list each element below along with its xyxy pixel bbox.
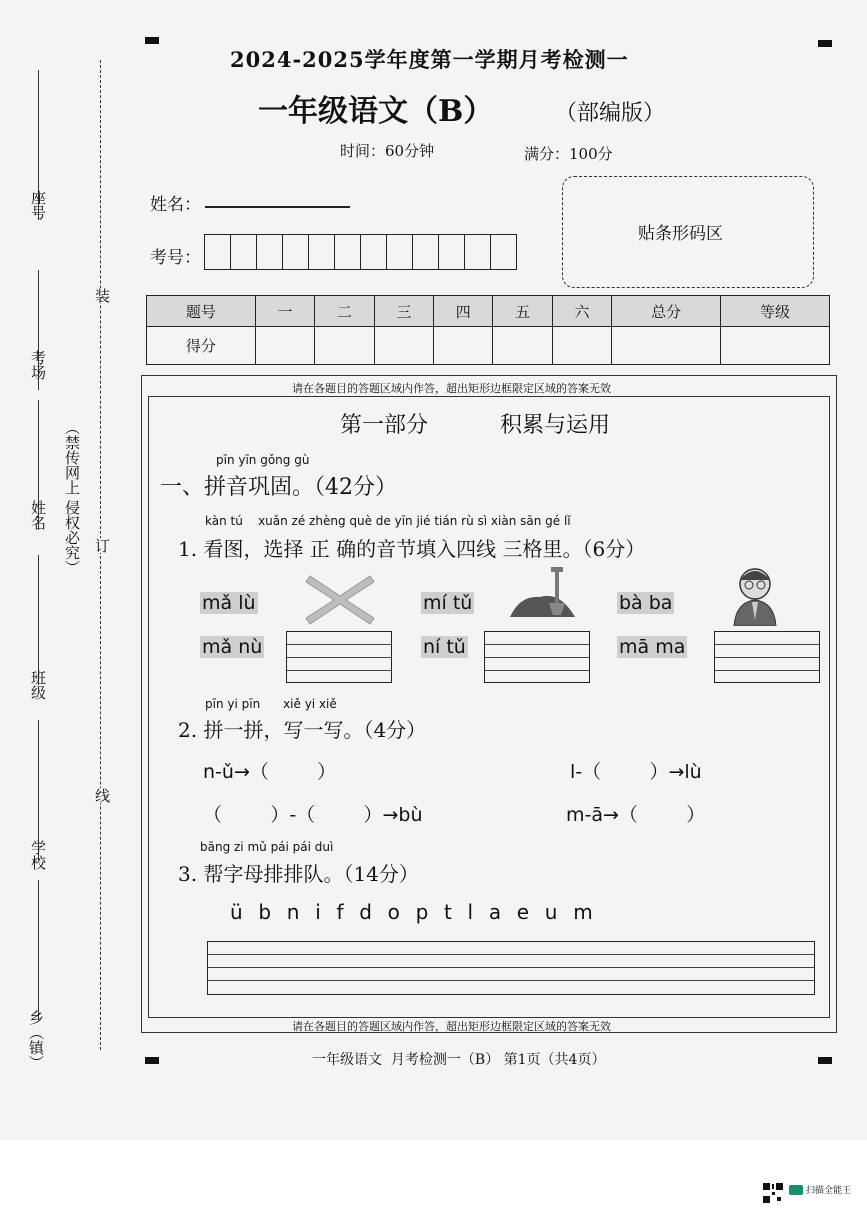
- answer-notice-top: 请在各题目的答题区域内作答，超出矩形边框限定区域的答案无效: [292, 382, 611, 395]
- exam-room-label: 考场: [29, 350, 47, 380]
- score-header-cell: 二: [315, 296, 374, 327]
- q2-expr-3[interactable]: （ ）-（ ）→bù: [203, 804, 423, 826]
- binding-dashed-line: [100, 60, 101, 1050]
- score-cell[interactable]: [493, 327, 552, 365]
- town-label: 乡（镇）: [27, 1010, 45, 1070]
- four-line-grid-long[interactable]: [207, 941, 815, 995]
- exam-year-title: 2024-2025学年度第一学期月考检测一: [230, 47, 629, 72]
- side-name-label: 姓名: [29, 500, 47, 530]
- soil-shovel-image: [505, 565, 580, 625]
- option-ma-nu[interactable]: mǎ nù: [202, 636, 263, 658]
- score-header-cell: 六: [552, 296, 611, 327]
- score-header-cell: 题号: [147, 296, 256, 327]
- option-mi-tu[interactable]: mí tǔ: [423, 592, 473, 614]
- name-label: 姓名：: [150, 195, 201, 215]
- option-ma-ma[interactable]: mā ma: [619, 636, 686, 658]
- score-cell[interactable]: [255, 327, 314, 365]
- no-copy-notice: （禁传网上 侵权必究）: [63, 420, 81, 575]
- alignment-marker: [818, 1057, 832, 1064]
- score-header-cell: 五: [493, 296, 552, 327]
- scanner-name: 扫描全能王: [806, 1186, 852, 1196]
- ding-mark: 订: [93, 538, 111, 553]
- side-line: [38, 555, 39, 685]
- score-header-cell: 四: [434, 296, 493, 327]
- option-ni-tu[interactable]: ní tǔ: [423, 636, 466, 658]
- section1-pinyin: pīn yīn gǒng gù: [216, 453, 310, 467]
- exam-no-label: 考号：: [150, 248, 201, 268]
- barcode-area: [562, 176, 814, 288]
- score-cell[interactable]: [434, 327, 493, 365]
- name-input-line[interactable]: [205, 206, 350, 208]
- q3-pinyin: bāng zi mǔ pái pái duì: [200, 840, 334, 854]
- score-header-cell: 一: [255, 296, 314, 327]
- section1-title: 一、拼音巩固。（42分）: [160, 475, 397, 500]
- four-line-grid[interactable]: [286, 631, 392, 683]
- score-table: [146, 295, 830, 365]
- full-score-label: 满分：100分: [524, 145, 613, 163]
- father-image: [722, 560, 788, 626]
- edition-label: （部编版）: [555, 101, 666, 126]
- q2-expr-1[interactable]: n-ǔ→（ ）: [203, 761, 337, 783]
- side-line: [38, 880, 39, 1020]
- four-line-grid[interactable]: [714, 631, 820, 683]
- class-label: 班级: [29, 670, 47, 700]
- xian-mark: 线: [93, 788, 111, 803]
- score-row-label: 得分: [147, 327, 256, 365]
- q2-text: 2. 拼一拼，写一写。（4分）: [178, 718, 427, 742]
- part-title: 第一部分: [340, 413, 429, 438]
- alignment-marker: [145, 1057, 159, 1064]
- score-cell[interactable]: [374, 327, 433, 365]
- barcode-area-label: 贴条形码区: [638, 224, 723, 244]
- option-ma-lu[interactable]: mǎ lù: [202, 592, 256, 614]
- q2-pinyin: pīn yi pīn xiě yi xiě: [205, 697, 337, 711]
- answer-notice-bottom: 请在各题目的答题区域内作答，超出矩形边框限定区域的答案无效: [292, 1020, 611, 1033]
- score-header-cell: 等级: [721, 296, 830, 327]
- option-ba-ba[interactable]: bà ba: [619, 592, 673, 614]
- q3-letters: ü b n i f d o p t l a e u m: [230, 900, 594, 924]
- qr-code-icon: [762, 1182, 784, 1204]
- score-header-cell: 三: [374, 296, 433, 327]
- q1-pinyin: kàn tú xuǎn zé zhèng què de yīn jié tián rù sì xiàn sān gé lǐ: [205, 514, 571, 528]
- scanner-logo-icon: [789, 1185, 803, 1195]
- zhuang-mark: 装: [93, 288, 111, 303]
- score-header-cell: 总分: [612, 296, 721, 327]
- score-cell[interactable]: [315, 327, 374, 365]
- four-line-grid[interactable]: [484, 631, 590, 683]
- side-line: [38, 720, 39, 860]
- page-footer: 一年级语文 月考检测一（B） 第1页（共4页）: [312, 1052, 606, 1068]
- seat-label: 座号: [29, 190, 47, 220]
- school-label: 学校: [29, 840, 47, 870]
- subject-title: 一年级语文（B）: [258, 94, 494, 129]
- score-cell[interactable]: [552, 327, 611, 365]
- q2-expr-2[interactable]: l-（ ）→lù: [570, 761, 702, 783]
- alignment-marker: [145, 37, 159, 44]
- q1-text: 1. 看图，选择 正 确的音节填入四线 三格里。（6分）: [178, 537, 646, 561]
- exam-no-boxes[interactable]: [204, 234, 517, 270]
- part-name: 积累与运用: [500, 413, 611, 438]
- alignment-marker: [818, 40, 832, 47]
- q3-text: 3. 帮字母排排队。（14分）: [178, 862, 419, 886]
- q2-expr-4[interactable]: m-ā→（ ）: [566, 804, 706, 826]
- scan-bottom-strip: [0, 1140, 867, 1227]
- time-label: 时间：60分钟: [340, 142, 435, 160]
- road-crossing-image: [300, 568, 380, 628]
- score-cell[interactable]: [721, 327, 830, 365]
- score-cell[interactable]: [612, 327, 721, 365]
